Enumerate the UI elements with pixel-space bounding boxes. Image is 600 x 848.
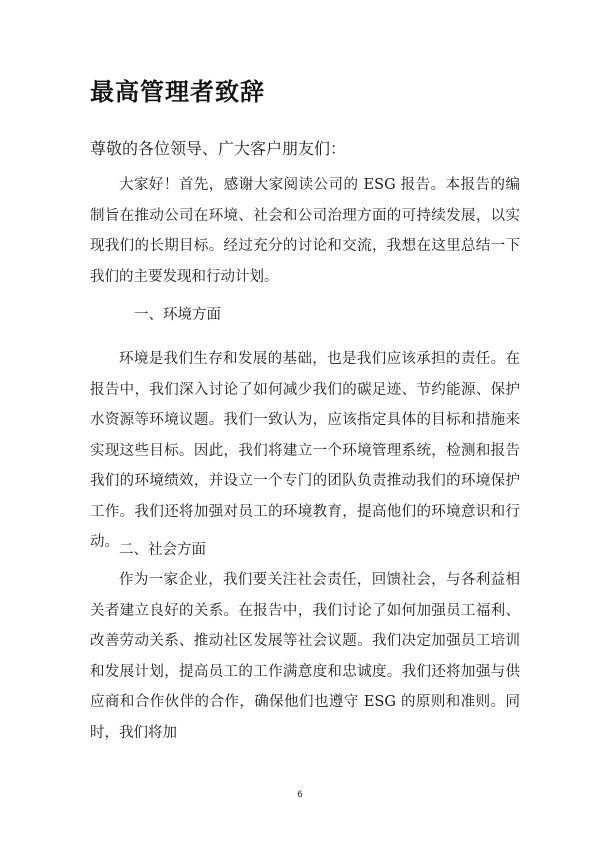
social-paragraph: 作为一家企业，我们要关注社会责任，回馈社会，与各利益相关者建立良好的关系。在报告中，我们讨论了如何加强员工福利、改善劳动关系、推动社区发展等社会议题。我们决定加强员工培训和发展计划，提高员工的工作满意度和忠诚度。我们还将加强与供应商和合作伙伴的合作，确保他们也遵守 ESG 的原则和准则。同时，我们将加: [90, 572, 520, 741]
environment-paragraph: 环境是我们生存和发展的基础，也是我们应该承担的责任。在报告中，我们深入讨论了如何减少我们的碳足迹、节约能源、保护水资源等环境议题。我们一致认为，应该指定具体的目标和措施来实现这些目标。因此，我们将建立一个环境管理系统，检测和报告我们的环境绩效，并设立一个专门的团队负责推动我们的环境保护工作。我们还将加强对员工的环境教育，提高他们的环境意识和行动。: [90, 351, 520, 550]
page-title: 最高管理者致辞: [90, 78, 265, 106]
page-number: 6: [297, 790, 303, 800]
intro-paragraph: 大家好！首先，感谢大家阅读公司的 ESG 报告。本报告的编制旨在推动公司在环境、社会和公司治理方面的可持续发展，以实现我们的长期目标。经过充分的讨论和交流，我想在这里总结一下我们的主要发现和行动计划。: [90, 177, 520, 285]
section-heading-social: 二、社会方面: [119, 542, 206, 558]
salutation-line: 尊敬的各位领导、广大客户朋友们：: [90, 139, 347, 158]
section-heading-environment: 一、环境方面: [134, 307, 221, 323]
